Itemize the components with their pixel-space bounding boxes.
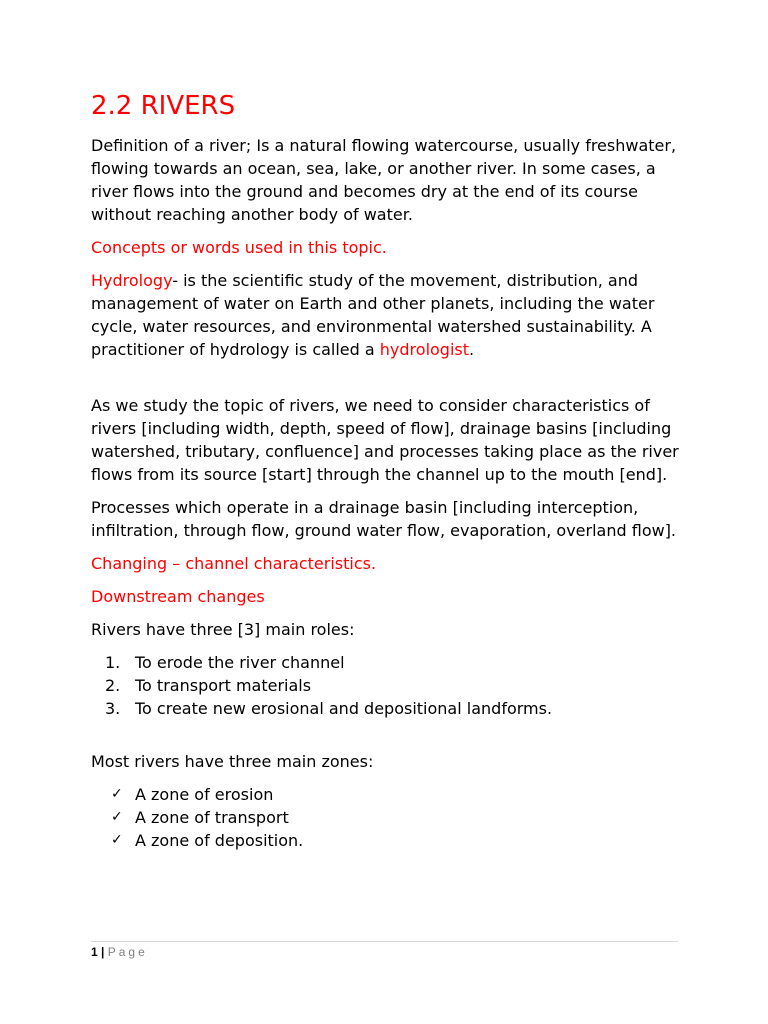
page-footer [91,944,148,960]
channel-characteristics-heading: Changing – channel characteristics. [91,554,377,573]
list-item [91,783,691,806]
page-number: 1 [91,945,98,959]
checkmark-icon: ✓ [111,786,123,802]
list-item-text: To erode the river channel [135,653,345,672]
list-item-text: To create new erosional and depositional landforms. [135,699,553,718]
study-paragraph: As we study the topic of rivers, we need to consider characteristics of rivers [including width, depth, speed of flow], drainage basins [including watershed, tributary, confluence] and processes taking place as the river flows from its source [start] through the channel up to the mouth [end]. [91,396,679,484]
hydrology-paragraph [91,269,691,361]
list-item [91,651,691,674]
list-item [91,806,691,829]
footer-divider [91,941,678,942]
zones-intro: Most rivers have three main zones: [91,752,374,771]
hydrology-term: Hydrology [91,271,173,290]
checkmark-icon: ✓ [111,809,123,825]
page-content [91,88,691,852]
zones-list [91,783,691,852]
roles-list [91,651,691,720]
hydrologist-term: hydrologist [379,340,470,359]
list-item-text: To transport materials [135,676,312,695]
list-number: 1. [105,653,121,672]
list-number: 3. [105,699,121,718]
list-item-text: A zone of erosion [135,785,274,804]
page-title: 2.2 RIVERS [91,91,236,121]
hydrology-definition: - is the scientific study of the movement, distribution, and management of water on Earth and other planets, including the water cycle, water resources, and environmental watershed sustainability. A practitioner of hydrology is called a [91,271,655,359]
list-number: 2. [105,676,121,695]
processes-paragraph: Processes which operate in a drainage basin [including interception, infiltration, through flow, ground water flow, evaporation, overland flow]. [91,498,677,540]
list-item-text: A zone of deposition. [135,831,304,850]
hydrology-end: . [469,340,475,359]
list-item [91,674,691,697]
page-label: Page [107,945,148,959]
list-item [91,697,691,720]
checkmark-icon: ✓ [111,832,123,848]
definition-paragraph: Definition of a river; Is a natural flowing watercourse, usually freshwater, flowing towards an ocean, sea, lake, or another river. In some cases, a river flows into the ground and becomes dry at the end of its course without reaching another body of water. [91,136,677,224]
list-item-text: A zone of transport [135,808,289,827]
concepts-heading: Concepts or words used in this topic. [91,238,387,257]
downstream-changes-heading: Downstream changes [91,587,265,606]
list-item [91,829,691,852]
roles-intro: Rivers have three [3] main roles: [91,620,355,639]
footer-separator: | [101,945,105,959]
